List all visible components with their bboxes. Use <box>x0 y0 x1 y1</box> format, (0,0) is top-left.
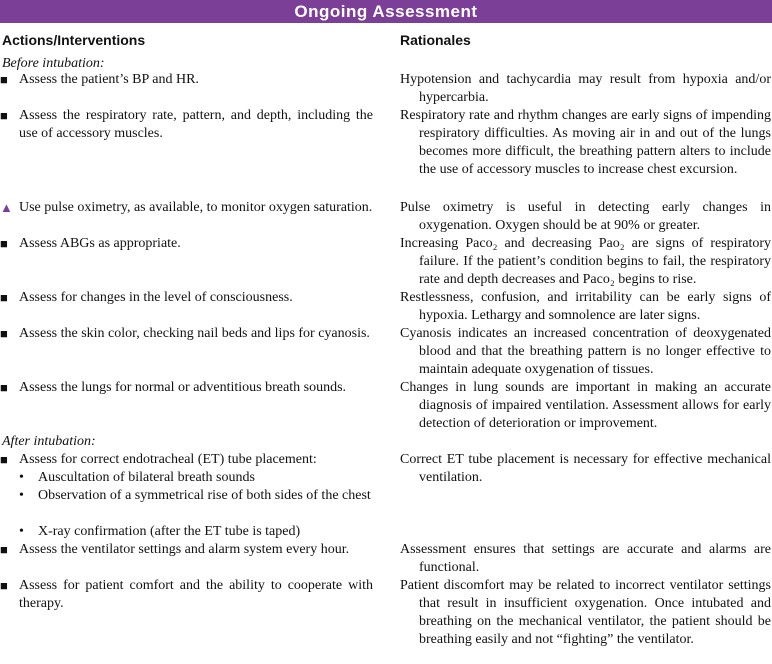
square-bullet-icon: ■ <box>0 236 8 251</box>
rationales-column-header: Rationales <box>400 32 471 48</box>
rationale-consciousness: Restlessness, confusion, and irritability can be early signs of hypoxia. Lethargy and somnolence are later signs. <box>400 290 771 323</box>
triangle-bullet-icon: ▲ <box>0 200 13 215</box>
after-intubation-label: After intubation: <box>2 434 96 449</box>
dot-bullet-icon: • <box>19 488 24 503</box>
action-abgs: Assess ABGs as appropriate. <box>19 236 181 251</box>
square-bullet-icon: ■ <box>0 72 8 87</box>
rationale-lung-sounds: Changes in lung sounds are important in making an accurate diagnosis of impaired ventilation. Assessment allows for early detection of deterioration or improvement. <box>400 380 771 431</box>
action-lung-sounds: Assess the lungs for normal or adventitious breath sounds. <box>19 380 347 395</box>
dot-bullet-icon: • <box>19 470 24 485</box>
actions-column-header: Actions/Interventions <box>2 32 146 48</box>
action-ventilator-settings: Assess the ventilator settings and alarm system every hour. <box>19 542 350 557</box>
rationale-pulse-oximetry: Pulse oximetry is useful in detecting early changes in oxygenation. Oxygen should be at 90% or greater. <box>400 200 771 233</box>
action-pulse-oximetry: Use pulse oximetry, as available, to monitor oxygen saturation. <box>19 200 373 215</box>
action-consciousness: Assess for changes in the level of consciousness. <box>19 290 293 305</box>
square-bullet-icon: ■ <box>0 452 8 467</box>
action-respiratory-rate: Assess the respiratory rate, pattern, and depth, including the use of accessory muscles. <box>19 108 373 141</box>
rationale-skin-color: Cyanosis indicates an increased concentration of deoxygenated blood and that the breathing pattern is no longer effective to maintain adequate oxygenation of tissues. <box>400 326 771 377</box>
square-bullet-icon: ■ <box>0 326 8 341</box>
before-intubation-label: Before intubation: <box>2 56 105 71</box>
section-banner: Ongoing Assessment <box>0 0 772 23</box>
action-skin-color: Assess the skin color, checking nail beds and lips for cyanosis. <box>19 326 370 341</box>
action-patient-comfort: Assess for patient comfort and the ability to cooperate with therapy. <box>19 578 373 611</box>
dot-bullet-icon: • <box>19 524 24 539</box>
rationale-et-tube: Correct ET tube placement is necessary for effective mechanical ventilation. <box>400 452 771 485</box>
rationale-ventilator-settings: Assessment ensures that settings are accurate and alarms are functional. <box>400 542 771 575</box>
subitem-auscultation: Auscultation of bilateral breath sounds <box>38 470 255 485</box>
subitem-chest-rise: Observation of a symmetrical rise of both sides of the chest <box>38 488 371 503</box>
square-bullet-icon: ■ <box>0 290 8 305</box>
action-bp-hr: Assess the patient’s BP and HR. <box>19 72 199 87</box>
rationale-patient-comfort: Patient discomfort may be related to incorrect ventilator settings that result in insufficient oxygenation. Once intubated and breathing on the mechanical ventilator, the patient should be breathing easily and not “fighting” the ventilator. <box>400 578 771 647</box>
rationale-bp-hr: Hypotension and tachycardia may result from hypoxia and/or hypercarbia. <box>400 72 771 105</box>
rationale-respiratory-rate: Respiratory rate and rhythm changes are early signs of impending respiratory difficulties. As moving air in and out of the lungs becomes more difficult, the breathing pattern alters to include the use of accessory muscles to increase chest excursion. <box>400 108 771 177</box>
square-bullet-icon: ■ <box>0 578 8 593</box>
rationale-abgs: Increasing Paco₂ and decreasing Pao₂ are signs of respiratory failure. If the patient’s condition begins to fail, the respiratory rate and depth decreases and Paco₂ begins to rise. <box>400 236 771 287</box>
subitem-xray: X-ray confirmation (after the ET tube is taped) <box>38 524 301 539</box>
square-bullet-icon: ■ <box>0 542 8 557</box>
action-et-tube: Assess for correct endotracheal (ET) tube placement: <box>19 452 317 467</box>
square-bullet-icon: ■ <box>0 108 8 123</box>
square-bullet-icon: ■ <box>0 380 8 395</box>
